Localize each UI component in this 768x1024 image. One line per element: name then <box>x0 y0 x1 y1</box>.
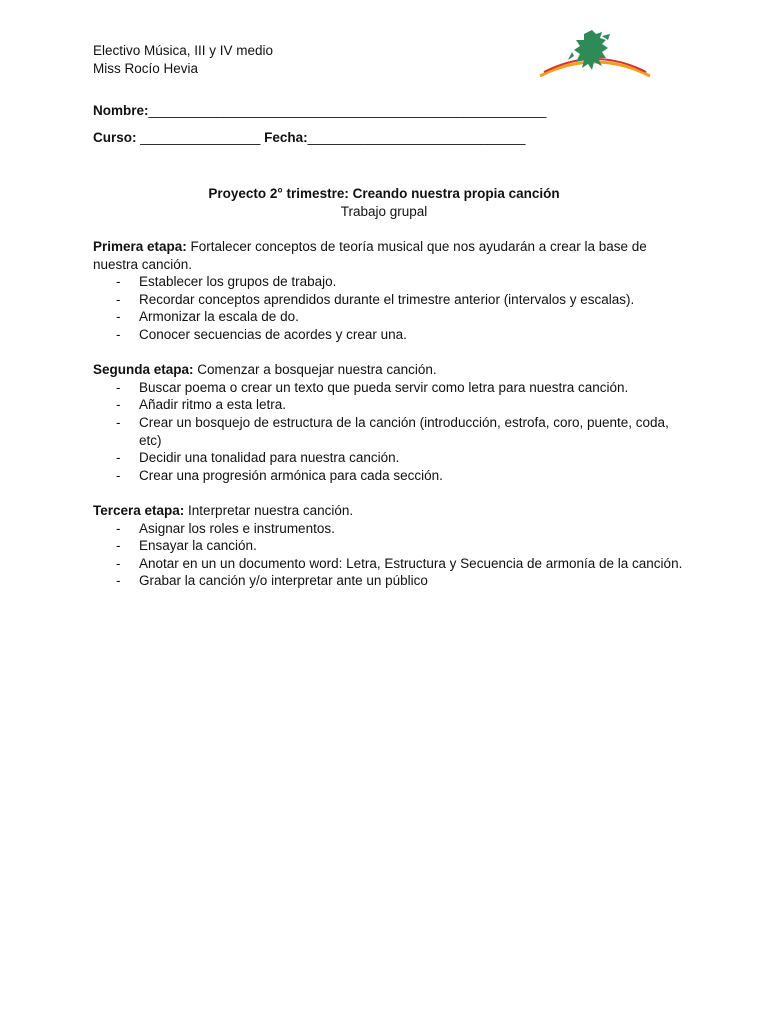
list-item <box>93 273 693 291</box>
list-item-text: Decidir una tonalidad para nuestra canción. <box>139 450 400 466</box>
stage-description: Fortalecer conceptos de teoría musical que nos ayudarán a crear la base de nuestra canción. <box>93 239 647 272</box>
fecha-blank-line: _____________________________ <box>307 130 526 145</box>
list-item <box>93 555 693 573</box>
list-item-text: Asignar los roles e instrumentos. <box>139 520 335 536</box>
dash-bullet: - <box>116 397 121 413</box>
stage-description: Comenzar a bosquejar nuestra canción. <box>193 362 437 378</box>
dash-bullet: - <box>116 450 121 466</box>
dash-bullet: - <box>116 414 121 430</box>
stage-section <box>93 238 693 344</box>
dash-bullet: - <box>116 291 121 307</box>
list-item-text: Armonizar la escala de do. <box>139 309 299 325</box>
stage-label: Tercera etapa: <box>93 502 185 518</box>
stage-description: Interpretar nuestra canción. <box>184 502 354 518</box>
stages-body <box>93 238 693 607</box>
dash-bullet: - <box>116 274 121 290</box>
dash-bullet: - <box>116 467 121 483</box>
stage-section <box>93 361 693 484</box>
list-item <box>93 467 693 485</box>
list-item-text: Conocer secuencias de acordes y crear una. <box>139 326 407 342</box>
list-item-text: Buscar poema o crear un texto que pueda servir como letra para nuestra canción. <box>139 379 629 395</box>
curso-blank-line: ________________ <box>136 130 265 145</box>
dash-bullet: - <box>116 309 121 325</box>
stage-task-list <box>93 379 693 485</box>
list-item <box>93 379 693 397</box>
nombre-field <box>93 103 546 118</box>
fecha-label: Fecha: <box>264 130 308 145</box>
list-item-text: Añadir ritmo a esta letra. <box>139 397 287 413</box>
list-item-text: Establecer los grupos de trabajo. <box>139 274 337 290</box>
course-line: Electivo Música, III y IV medio <box>93 43 274 58</box>
nombre-blank-line: _____________________________________________________ <box>148 103 547 118</box>
list-item <box>93 414 693 449</box>
dash-bullet: - <box>116 538 121 554</box>
list-item-text: Ensayar la canción. <box>139 538 257 554</box>
list-item <box>93 291 693 309</box>
green-lion-crest-icon <box>536 26 654 80</box>
stage-intro <box>93 502 693 520</box>
list-item <box>93 520 693 538</box>
stage-task-list <box>93 520 693 590</box>
project-subtitle: Trabajo grupal <box>340 204 428 219</box>
document-header <box>93 42 273 78</box>
dash-bullet: - <box>116 573 121 589</box>
list-item-text: Crear una progresión armónica para cada sección. <box>139 467 443 483</box>
stage-label: Segunda etapa: <box>93 362 194 378</box>
dash-bullet: - <box>116 520 121 536</box>
dash-bullet: - <box>116 379 121 395</box>
list-item <box>93 396 693 414</box>
dash-bullet: - <box>116 555 121 571</box>
teacher-line: Miss Rocío Hevia <box>93 61 199 76</box>
stage-label: Primera etapa: <box>93 239 187 254</box>
list-item <box>93 572 693 590</box>
list-item <box>93 537 693 555</box>
stage-intro <box>93 238 693 273</box>
list-item <box>93 308 693 326</box>
list-item-text: Grabar la canción y/o interpretar ante un público <box>139 573 428 589</box>
list-item-text: Recordar conceptos aprendidos durante el trimestre anterior (intervalos y escalas). <box>139 291 635 307</box>
list-item <box>93 449 693 467</box>
project-title: Proyecto 2° trimestre: Creando nuestra propia canción <box>208 186 560 201</box>
list-item <box>93 326 693 344</box>
stage-task-list <box>93 273 693 343</box>
curso-label: Curso: <box>93 130 137 145</box>
dash-bullet: - <box>116 326 121 342</box>
nombre-label: Nombre: <box>93 103 149 118</box>
list-item-text: Crear un bosquejo de estructura de la canción (introducción, estrofa, coro, puente, coda, etc) <box>139 414 669 448</box>
stage-intro <box>93 361 693 379</box>
list-item-text: Anotar en un un documento word: Letra, Estructura y Secuencia de armonía de la canción. <box>139 555 683 571</box>
stage-section <box>93 502 693 590</box>
curso-fecha-field <box>93 130 525 145</box>
